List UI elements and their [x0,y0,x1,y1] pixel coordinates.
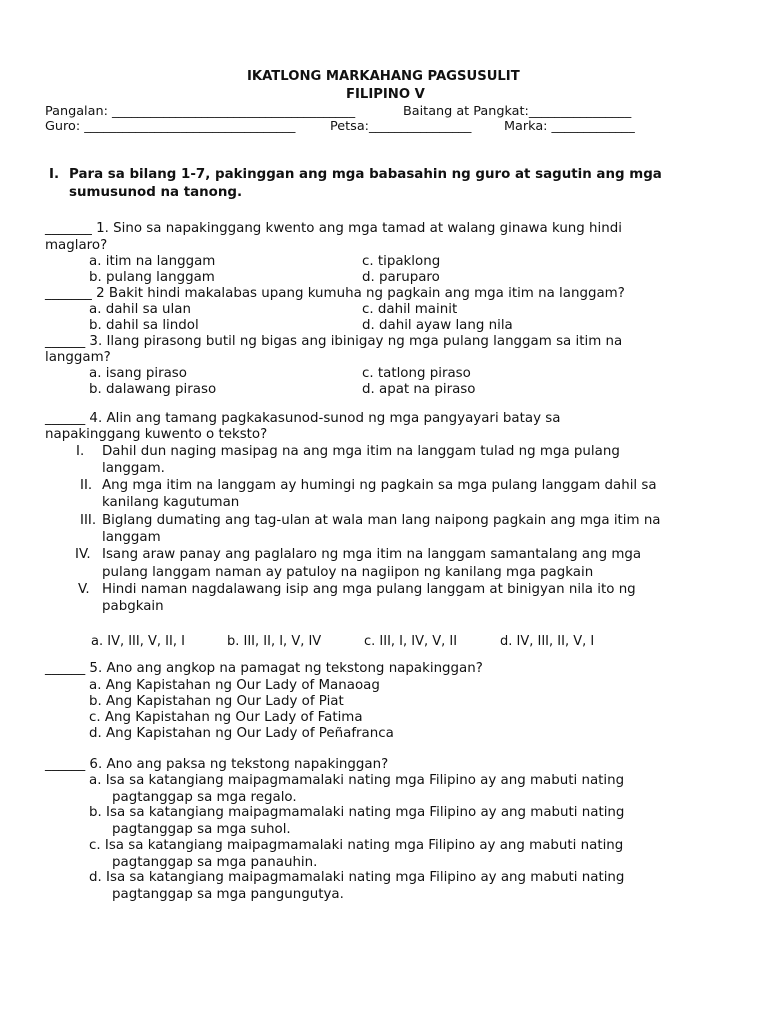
question-6: ______ 6. Ano ang paksa ng tekstong napakinggan? [45,757,389,772]
instruction-line-2: sumusunod na tanong. [69,185,243,200]
q2-option-c: c. dahil mainit [362,302,458,317]
exam-title: IKATLONG MARKAHANG PAGSUSULIT [247,69,520,84]
section-number: I. [49,167,60,182]
event-text: Isang araw panay ang paglalaro ng mga itim na langgam samantalang ang mga [102,547,642,562]
q5-option-d: d. Ang Kapistahan ng Our Lady of Peñafranca [89,726,394,741]
question-2: _______ 2 Bakit hindi makalabas upang kumuha ng pagkain ang mga itim na langgam? [45,286,625,301]
q2-option-b: b. dahil sa lindol [89,318,199,333]
question-4-cont: napakinggang kuwento o teksto? [45,427,268,442]
event-text-cont: langgam. [102,461,165,476]
question-1: _______ 1. Sino sa napakinggang kwento ang mga tamad at walang ginawa kung hindi [45,221,622,236]
question-1-cont: maglaro? [45,238,108,253]
q2-option-d: d. dahil ayaw lang nila [362,318,513,333]
question-4: ______ 4. Alin ang tamang pagkakasunod-sunod ng mga pangyayari batay sa [45,411,561,426]
q2-option-a: a. dahil sa ulan [89,302,191,317]
q6-option-b-cont: pagtanggap sa mga suhol. [112,822,291,837]
q6-option-c: c. Isa sa katangiang maipagmamalaki nating mga Filipino ay ang mabuti nating [89,838,624,853]
event-text: Hindi naman nagdalawang isip ang mga pulang langgam at binigyan nila ito ng [102,582,636,597]
q3-option-a: a. isang piraso [89,366,187,381]
q1-option-c: c. tipaklong [362,254,441,269]
date-field: Petsa:________________ [330,119,472,134]
event-text: Biglang dumating ang tag-ulan at wala man lang naipong pagkain ang mga itim na [102,513,661,528]
q5-option-a: a. Ang Kapistahan ng Our Lady of Manaoag [89,678,380,693]
q6-option-a-cont: pagtanggap sa mga regalo. [112,790,297,805]
question-5: ______ 5. Ano ang angkop na pamagat ng tekstong napakinggan? [45,661,483,676]
event-number: II. [80,478,93,493]
q6-option-a: a. Isa sa katangiang maipagmamalaki nating mga Filipino ay ang mabuti nating [89,773,625,788]
q4-option-b: b. III, II, I, V, IV [227,634,322,649]
q1-option-b: b. pulang langgam [89,270,215,285]
q1-option-d: d. paruparo [362,270,440,285]
q4-option-d: d. IV, III, II, V, I [500,634,595,649]
subject-title: FILIPINO V [346,87,425,102]
q6-option-d-cont: pagtanggap sa mga pangungutya. [112,887,344,902]
event-text: Ang mga itim na langgam ay humingi ng pagkain sa mga pulang langgam dahil sa [102,478,657,493]
event-text-cont: pulang langgam naman ay patuloy na nagiipon ng kanilang mga pagkain [102,565,594,580]
score-field: Marka: _____________ [504,119,635,134]
teacher-field: Guro: _________________________________ [45,119,296,134]
q6-option-b: b. Isa sa katangiang maipagmamalaki nating mga Filipino ay ang mabuti nating [89,805,625,820]
event-text: Dahil dun naging masipag na ang mga itim na langgam tulad ng mga pulang [102,444,620,459]
q4-option-c: c. III, I, IV, V, II [364,634,458,649]
name-field: Pangalan: ______________________________________ [45,104,356,119]
grade-section-field: Baitang at Pangkat:________________ [403,104,632,119]
question-3: ______ 3. Ilang pirasong butil ng bigas ang ibinigay ng mga pulang langgam sa itim na [45,334,623,349]
q6-option-c-cont: pagtanggap sa mga panauhin. [112,855,318,870]
event-text-cont: kanilang kagutuman [102,495,240,510]
event-text-cont: langgam [102,530,161,545]
q3-option-b: b. dalawang piraso [89,382,217,397]
q3-option-d: d. apat na piraso [362,382,476,397]
q3-option-c: c. tatlong piraso [362,366,471,381]
event-number: V. [78,582,90,597]
q5-option-b: b. Ang Kapistahan ng Our Lady of Piat [89,694,344,709]
q1-option-a: a. itim na langgam [89,254,216,269]
event-text-cont: pabgkain [102,599,164,614]
event-number: I. [76,444,85,459]
question-3-cont: langgam? [45,350,111,365]
q5-option-c: c. Ang Kapistahan ng Our Lady of Fatima [89,710,363,725]
q6-option-d: d. Isa sa katangiang maipagmamalaki nating mga Filipino ay ang mabuti nating [89,870,625,885]
event-number: III. [80,513,97,528]
q4-option-a: a. IV, III, V, II, I [91,634,185,649]
event-number: IV. [75,547,91,562]
instruction-line-1: Para sa bilang 1-7, pakinggan ang mga babasahin ng guro at sagutin ang mga [69,167,662,182]
